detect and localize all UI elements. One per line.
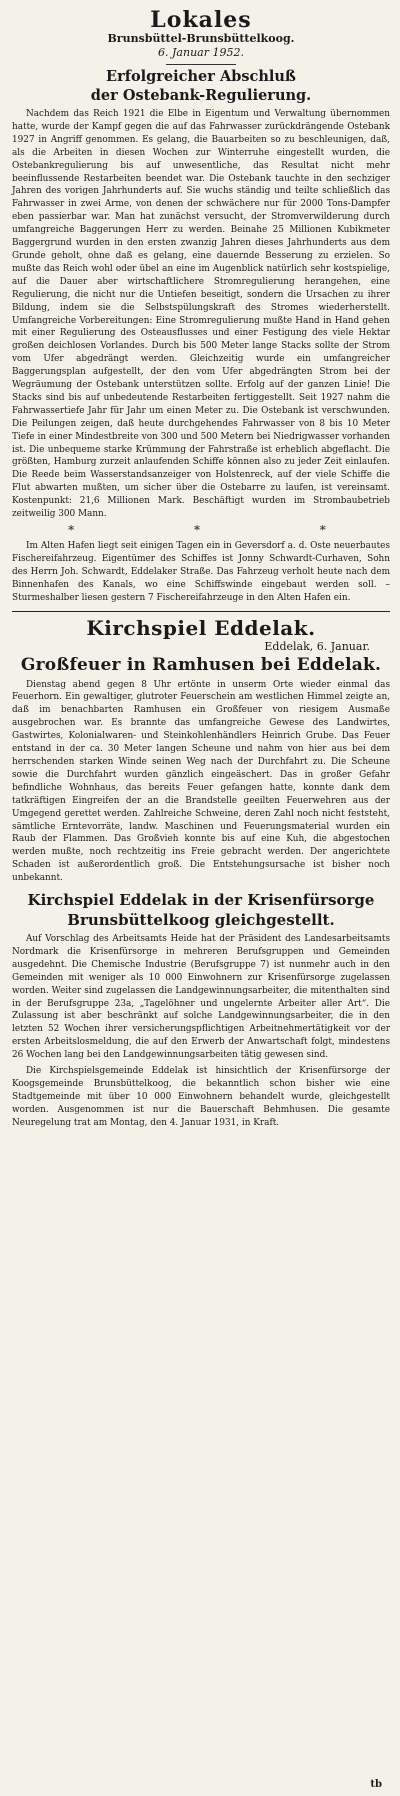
dateline: Eddelak, 6. Januar. [264,639,370,653]
article-ostebank-headline [12,67,390,105]
article-grossfeuer-body: Dienstag abend gegen 8 Uhr ertönte in unserm Orte wieder einmal das Feuerhorn. Ein gewaltiger, glutroter Feuerschein am westlichen Himmel zeigte an, daß im benachbarten Ramhusen ein Großfeuer von riesigem Ausmaße ausgebrochen war. Es brannte das umfangreiche Gewese des Landwirtes, Gastwirtes, Kolonialwaren- und Steinkohlenhändlers Heinrich Grube. Das Feuer entstand in der ca. 30 Meter langen Scheune und nahm von hier aus bei dem herrschenden starken Winde seinen Weg nach der Durchfahrt zu. Die Scheune sowie die Durchfahrt wurden gänzlich eingeäschert. Das in großer Gefahr befindliche Wohnhaus, das bereits Feuer gefangen hatte, konnte dank dem tatkräftigen Eingreifen der an die Brandstelle geeilten Feuerwehren aus der Umgegend gerettet werden. Zahlreiche Schweine, deren Zahl noch nicht feststeht, sämtliche Erntevorräte, landw. Maschinen und Feuerungsmaterial wurden ein Raub der Flammen. Das Großvieh konnte bis auf eine Kuh, die abgestochen werden mußte, noch rechtzeitig ins Freie gebracht werden. Der angerichtete Schaden ist außerordentlich groß. Die Entstehungsursache ist bisher noch unbekannt. [12,679,390,884]
author-signature: tb [370,1779,382,1790]
article-krisenfuersorge-headline [12,890,390,930]
masthead-date: 6. Januar 1952. [158,46,244,59]
article-fischereifahrzeug [12,540,390,605]
section-divider [12,611,390,612]
article-krisenfuersorge [12,890,390,1130]
divider-line [166,64,236,65]
masthead-subtitle: Brunsbüttel-Brunsbüttelkoog. [107,32,295,45]
article-grossfeuer [12,654,390,886]
section-title-eddelak: Kirchspiel Eddelak. [86,615,316,640]
article-krisenfuersorge-body-2: Die Kirchspielsgemeinde Eddelak ist hinsichtlich der Krisenfürsorge der Koogsgemeinde Brunsbüttelkoog, die bekanntlich schon bisher wie eine Stadtgemeinde mit über 10 000 Einwohnern behandelt wurde, gleichgestellt worden. Ausgenommen ist nur die Bauerschaft Behmhusen. Die gesamte Neuregelung trat am Montag, den 4. Januar 1931, in Kraft. [12,1066,390,1128]
article-ostebank [12,67,390,521]
article-ostebank-body: Nachdem das Reich 1921 die Elbe in Eigentum und Verwaltung übernommen hatte, wurde der Kampf gegen die auf das Fahrwasser zurückdrängende Ostebank 1927 in Angriff genommen. Es gelang, die Bauarbeiten so zu beschleunigen, daß, als die Arbeiten in diesen Wochen zur Winterruhe eingestellt wurden, die Ostebankregulierung bis auf unwesentliche, das Resultat nicht mehr beeinflussende Restarbeiten beendet war. Die Ostebank tauchte in den sechziger Jahren des vorigen Jahrhunderts auf. Sie wuchs ständig und teilte schließlich das Fahrwasser in zwei Arme, von denen der schwächere nur für 2000 Tons-Dampfer eben passierbar war. Man hat zunächst versucht, der Stromverwilderung durch umfangreiche Baggerungen Herr zu werden. Beinahe 25 Millionen Kubikmeter Baggergrund wurden in den ersten zwanzig Jahren dieses Jahrhunderts aus dem Grunde geholt, ohne daß es gelang, eine dauernde Besserung zu erzielen. So mußte das Reich wohl oder übel an eine im Augenblick natürlich sehr kostspielige, auf die Dauer aber wirtschaftlichere Stromregulierung herangehen, eine Regulierung, die nicht nur die Untiefen beseitigt, sondern die Ursachen zu ihrer Bildung, indem sie die Selbstspülungskraft des Stromes wiederherstellt. Umfangreiche Vorbereitungen: Eine Stromregulierung mußte Hand in Hand gehen mit einer Regulierung des Osteausflusses und einer Festigung des viele Hektar großen deichlosen Vorlandes. Durch bis 500 Meter lange Stacks sollte der Strom vom Ufer abgedrängt werden. Gleichzeitig wurde ein umfangreicher Baggerungsplan aufgestellt, der den vom Ufer abgedrängten Strom bei der Wegräumung der Ostebank unterstützen sollte. Erfolg auf der ganzen Linie! Die Stacks sind bis auf unbedeutende Restarbeiten fertiggestellt. Seit 1927 nahm die Fahrwassertiefe Jahr für Jahr um einen Meter zu. Die Ostebank ist verschwunden. Die Peilungen zeigen, daß heute durchgehendes Fahrwasser von 8 bis 10 Meter Tiefe in einer Mindestbreite von 300 und 500 Metern bei Niedrigwasser vorhanden ist. Die unbequeme starke Krümmung der Fahrstraße ist erheblich abgeflacht. Die größten, Hamburg zurzeit anlaufenden Schiffe können also zu jeder Zeit einlaufen. Die Reede beim Wasserstandsanzeiger von Holstenreck, auf der viele Schiffe die Flut abwarten mußten, um sicher über die Ostebarre zu laufen, ist vereinsamt. Kostenpunkt: 21,6 Millionen Mark. Beschäftigt wurden im Strombaubetrieb zeitweilig 300 Mann. [12,109,390,520]
article-fischereifahrzeug-body: Im Alten Hafen liegt seit einigen Tagen ein in Geversdorf a. d. Oste neuerbautes Fischereifahrzeug. Eigentümer des Schiffes ist Jonny Schwardt-Curhaven, Sohn des Herrn Joh. Schwardt, Eddelaker Straße. Das Fahrzeug verholt heute nach dem Binnenhafen des Kanals, wo eine Schiffswinde eingebaut werden soll. – Sturmeshalber liesen gestern 7 Fischereifahrzeuge in den Alten Hafen ein. [12,541,390,603]
headline-line-1: Erfolgreicher Abschluß [106,68,296,85]
star-divider: * * * [68,523,384,537]
section-eddelak [12,616,390,640]
headline-line-2: der Ostebank-Regulierung. [90,87,312,104]
article-krisenfuersorge-body-1: Auf Vorschlag des Arbeitsamts Heide hat der Präsident des Landesarbeitsamts Nordmark die Krisenfürsorge in mehreren Berufsgruppen und Gemeinden ausgedehnt. Die Chemische Industrie (Berufsgruppe 7) ist nunmehr auch in den Gemeinden mit weniger als 10 000 Einwohnern zur Krisenfürsorge zugelassen worden. Weiter sind zugelassen die Landgewinnungsarbeiter, die mitenthalten sind in der Berufsgruppe 23a, „Tagelöhner und ungelernte Arbeiter aller Art“. Die Zulassung ist aber beschränkt auf solche Landgewinnungsarbeiter, die in den letzten 52 Wochen ihrer versicherungspflichtigen Arbeitnehmertätigkeit vor der ersten Arbeitslosmeldung, die auf den Erwerb der Anwartschaft folgt, mindestens 26 Wochen lang bei den Landgewinnungsarbeiten tätig gewesen sind. [12,934,390,1061]
masthead [12,8,390,60]
headline-line-2: Brunsbüttelkoog gleichgestellt. [67,911,335,930]
section-title-lokales: Lokales [150,7,252,33]
headline-line-1: Kirchspiel Eddelak in der Krisenfürsorge [27,891,375,910]
article-grossfeuer-headline: Großfeuer in Ramhusen bei Eddelak. [20,654,382,675]
